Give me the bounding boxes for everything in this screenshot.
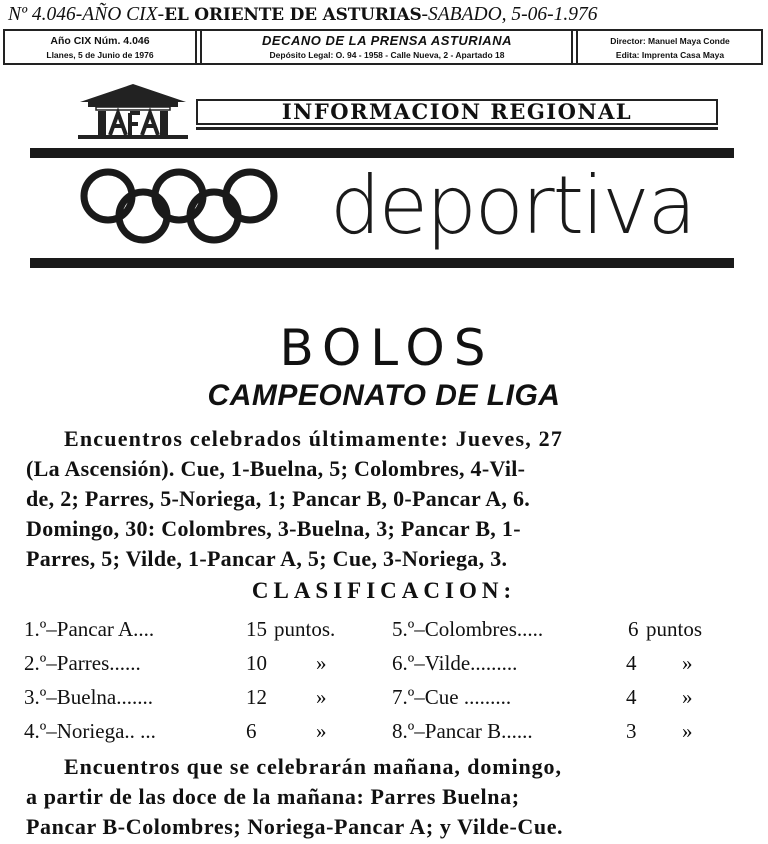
standings-unit: puntos [646,617,703,641]
masthead-divider [195,29,197,65]
banner-underline [196,127,718,130]
standings-team: 6.º–Vilde......... [392,651,518,675]
standings-team: 3.º–Buelna....... [24,685,153,709]
masthead-place-date: Llanes, 5 de Junio de 1976 [46,50,154,60]
building-emblem-icon [74,80,192,140]
standings-team: 1.º–Pancar A.... [24,617,155,641]
standings-unit: puntos. [274,617,336,641]
masthead-divider [571,29,573,65]
paragraph-line: Pancar B-Colombres; Noriega-Pancar A; y Vilde-Cue. [26,814,564,839]
masthead-slogan: DECANO DE LA PRENSA ASTURIANA [262,33,512,48]
masthead-issue-line: Año CIX Núm. 4.046 [50,35,150,47]
issue-number: Nº 4.046-AÑO CIX- [8,4,165,25]
issue-date: -SABADO, 5-06-1.976 [421,4,598,25]
standings-unit: » [682,685,693,709]
standings-points: 12 [246,685,267,709]
newspaper-name: EL ORIENTE DE ASTURIAS [164,5,422,25]
paragraph-line: Encuentros celebrados últimamente: Jueves, 27 [64,426,564,451]
standings-points: 4 [626,685,637,709]
masthead-director: Director: Manuel Maya Conde [610,36,730,46]
masthead-issue-box [5,31,195,63]
paragraph-line: Parres, 5; Vilde, 1-Pancar A, 5; Cue, 3-Noriega, 3. [26,546,508,571]
paragraph-line: de, 2; Parres, 5-Noriega, 1; Pancar B, 0-Pancar A, 6. [26,486,531,511]
standings-unit: » [316,719,327,743]
masthead-legal: Depósito Legal: O. 94 - 1958 - Calle Nueva, 2 - Apartado 18 [269,50,505,60]
upcoming-paragraph [0,752,768,842]
section-banner: INFORMACION REGIONAL [196,99,718,125]
paragraph-line: a partir de las doce de la mañana: Parres Buelna; [26,784,520,809]
article-subtitle: CAMPEONATO DE LIGA [207,379,561,412]
results-paragraph [0,424,768,574]
standings-points: 6 [246,719,257,743]
standings-unit: » [316,685,327,709]
paragraph-line: (La Ascensión). Cue, 1-Buelna, 5; Colombres, 4-Vil- [26,456,526,481]
running-header [8,2,760,28]
standings-unit: » [682,719,693,743]
olympic-rings-icon [72,166,286,244]
standings-points: 3 [626,719,637,743]
section-title: deportiva [330,159,695,252]
standings-team: 2.º–Parres...... [24,651,141,675]
paragraph-line: Encuentros que se celebrarán mañana, domingo, [64,754,562,779]
masthead-divider [200,29,202,65]
standings-unit: » [316,651,327,675]
standings-unit: » [682,651,693,675]
masthead-credits-box [579,31,761,63]
standings-team: 7.º–Cue ......... [392,685,512,709]
standings-points: 15 [246,617,267,641]
standings-points: 4 [626,651,637,675]
standings-row [0,714,768,748]
standings-row [0,646,768,680]
standings-title: CLASIFICACION: [251,578,517,603]
standings-team: 4.º–Noriega.. ... [24,719,156,743]
masthead-divider [576,29,578,65]
masthead-center-box [203,31,571,63]
standings-team: 8.º–Pancar B...... [392,719,533,743]
standings-row [0,680,768,714]
masthead-publisher: Edita: Imprenta Casa Maya [615,50,725,60]
standings-points: 6 [628,617,639,641]
paragraph-line: Domingo, 30: Colombres, 3-Buelna, 3; Pancar B, 1- [26,516,521,541]
article-title: BOLOS [279,319,495,377]
section-rule [30,258,734,268]
standings-row [0,612,768,646]
standings-team: 5.º–Colombres..... [392,617,544,641]
masthead [3,29,763,65]
standings-points: 10 [246,651,267,675]
